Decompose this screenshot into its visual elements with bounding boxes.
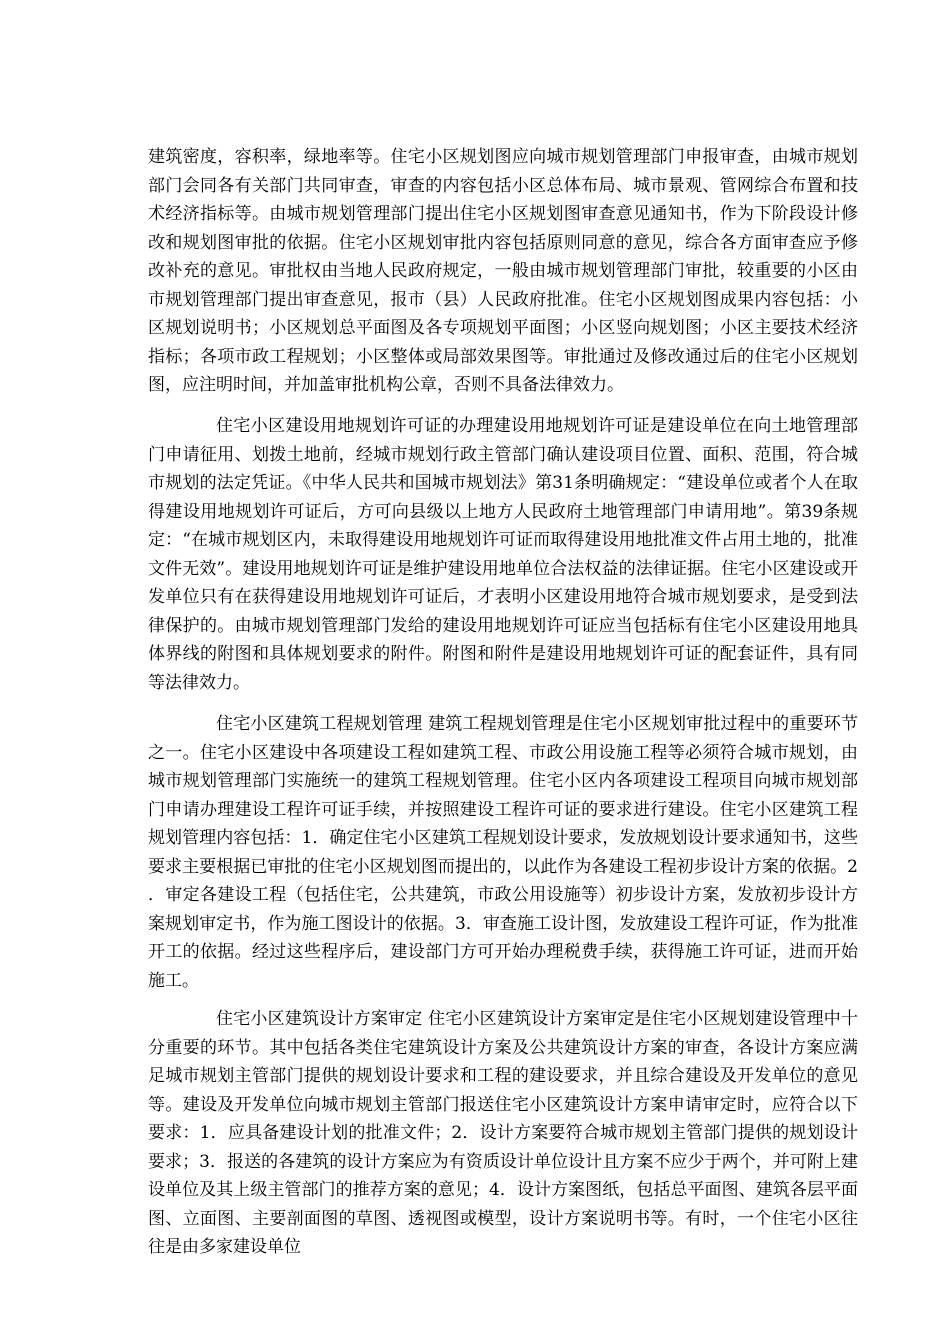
paragraph-building-engineering-management: 住宅小区建筑工程规划管理 建筑工程规划管理是住宅小区规划审批过程中的重要环节之一。住宅小区建设中各项建设工程如建筑工程、市政公用设施工程等必须符合城市规划，由城市规划管理部门实施统一的建筑工程规划管理。住宅小区内各项建设工程项目向城市规划部门申请办理建设工程许可证手续，并按照建设工程许可证的要求进行建设。住宅小区建筑工程规划管理内容包括：1．确定住宅小区建筑工程规划设计要求，发放规划设计要求通知书，这些要求主要根据已审批的住宅小区规划图而提出的，以此作为各建设工程初步设计方案的依据。2．审定各建设工程（包括住宅，公共建筑，市政公用设施等）初步设计方案，发放初步设计方案规划审定书，作为施工图设计的依据。3．审查施工设计图，发放建设工程许可证，作为批准开工的依据。经过这些程序后，建设部门方可开始办理税费手续，获得施工许可证，进而开始施工。 (148, 714, 858, 991)
paragraph-planning-approval: 建筑密度，容积率，绿地率等。住宅小区规划图应向城市规划管理部门申报审查，由城市规划部门会同各有关部门共同审查，审查的内容包括小区总体布局、城市景观、管网综合布置和技术经济指标等。由城市规划管理部门提出住宅小区规划图审查意见通知书，作为下阶段设计修改和规划图审批的依据。住宅小区规划审批内容包括原则同意的意见，综合各方面审查应予修改补充的意见。审批权由当地人民政府规定，一般由城市规划管理部门审批，较重要的小区由市规划管理部门提出审查意见，报市（县）人民政府批准。住宅小区规划图成果内容包括：小区规划说明书；小区规划总平面图及各专项规划平面图；小区竖向规划图；小区主要技术经济指标；各项市政工程规划；小区整体或局部效果图等。审批通过及修改通过后的住宅小区规划图，应注明时间，并加盖审批机构公章，否则不具备法律效力。 (148, 147, 858, 395)
paragraph-design-scheme-review: 住宅小区建筑设计方案审定 住宅小区建筑设计方案审定是住宅小区规划建设管理中十分重要的环节。其中包括各类住宅建筑设计方案及公共建筑设计方案的审查，各设计方案应满足城市规划主管部门提供的规划设计要求和工程的建设要求，并且综合建设及开发单位的意见等。建设及开发单位向城市规划主管部门报送住宅小区建筑设计方案申请审定时，应符合以下要求：1．应具备建设计划的批准文件；2．设计方案要符合城市规划主管部门提供的规划设计要求；3．报送的各建筑的设计方案应为有资质设计单位设计且方案不应少于两个，并可附上建设单位及其上级主管部门的推荐方案的意见；4．设计方案图纸，包括总平面图、建筑各层平面图、立面图、主要剖面图的草图、透视图或模型，设计方案说明书等。有时，一个住宅小区往往是由多家建设单位 (148, 1009, 858, 1257)
paragraph-land-use-permit: 住宅小区建设用地规划许可证的办理建设用地规划许可证是建设单位在向土地管理部门申请征用、划拨土地前，经城市规划行政主管部门确认建设项目位置、面积、范围，符合城市规划的法定凭证。《中华人民共和国城市规划法》第31条明确规定：“建设单位或者个人在取得建设用地规划许可证后，方可向县级以上地方人民政府土地管理部门申请用地”。第39条规定：“在城市规划区内，未取得建设用地规划许可证而取得建设用地批准文件占用土地的，批准文件无效”。建设用地规划许可证是维护建设用地单位合法权益的法律证据。住宅小区建设或开发单位只有在获得建设用地规划许可证后，才表明小区建设用地符合城市规划要求，是受到法律保护的。由城市规划管理部门发给的建设用地规划许可证应当包括标有住宅小区建设用地具体界线的附图和具体规划要求的附件。附图和附件是建设用地规划许可证的配套证件，具有同等法律效力。 (148, 416, 858, 693)
